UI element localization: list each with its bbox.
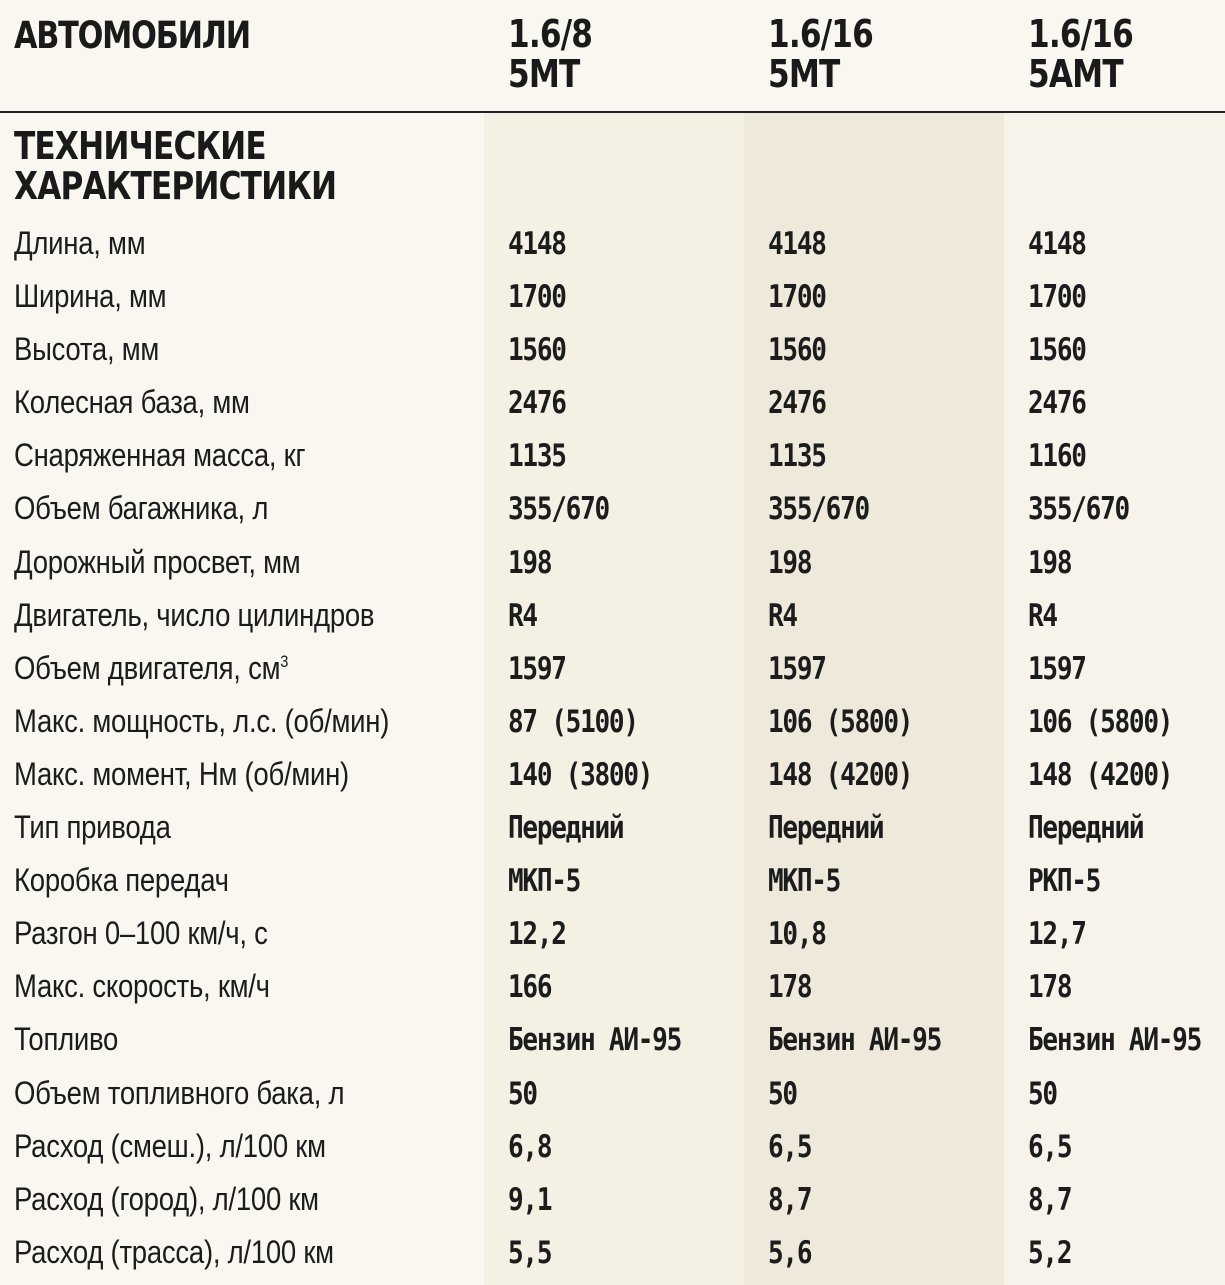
row-value-col-3: 8,7 (1028, 1181, 1072, 1218)
row-value-col-1: 198 (508, 544, 552, 581)
table-row (0, 1069, 1225, 1122)
row-label-text: Коробка передач (14, 862, 229, 899)
header-column-1 (508, 14, 592, 94)
row-value-col-1: 2476 (508, 385, 566, 422)
row-label (14, 915, 268, 952)
table-row (0, 1122, 1225, 1175)
row-label (14, 809, 171, 846)
header-column-3-line2: 5AMT (1028, 52, 1123, 96)
table-row (0, 325, 1225, 378)
row-label-text: Длина, мм (14, 225, 146, 261)
row-value-col-1: 4148 (508, 226, 566, 262)
row-label-text: Объем багажника, л (14, 490, 269, 527)
row-value-col-3: 178 (1028, 969, 1072, 1006)
row-label-text: Расход (город), л/100 км (14, 1180, 319, 1217)
row-value-col-1: 9,1 (508, 1181, 552, 1218)
table-row (0, 431, 1225, 484)
table-row (0, 644, 1225, 697)
row-value-col-1: 140 (3800) (508, 756, 653, 793)
table-row (0, 1015, 1225, 1068)
row-label (14, 278, 166, 315)
row-value-col-2: 1560 (768, 332, 826, 369)
row-label-text: Расход (смеш.), л/100 км (14, 1127, 326, 1164)
row-value-col-1: 5,5 (508, 1234, 552, 1271)
row-label-text: Ширина, мм (14, 278, 167, 315)
row-value-col-1: 1597 (508, 650, 566, 687)
row-label-text: Макс. момент, Нм (об/мин) (14, 755, 349, 792)
table-row (0, 856, 1225, 909)
header-column-1-line1: 1.6/8 (508, 12, 593, 56)
header-column-1-line2: 5MT (508, 52, 580, 96)
row-label (14, 756, 349, 793)
row-value-col-1: МКП-5 (508, 863, 581, 900)
row-value-col-3: РКП-5 (1028, 863, 1101, 900)
row-value-col-3: 148 (4200) (1028, 756, 1173, 793)
row-label-text: Снаряженная масса, кг (14, 437, 306, 474)
row-value-col-2: R4 (768, 597, 797, 634)
table-row (0, 909, 1225, 962)
row-value-col-3: 50 (1028, 1075, 1057, 1112)
row-value-col-3: 1160 (1028, 438, 1086, 475)
table-row (0, 272, 1225, 325)
row-value-col-2: 1597 (768, 650, 826, 687)
row-label (14, 1181, 319, 1218)
row-value-col-2: 1700 (768, 279, 826, 316)
row-label (14, 225, 145, 262)
table-row (0, 219, 1225, 272)
row-value-col-1: 12,2 (508, 916, 566, 953)
row-label (14, 544, 300, 581)
row-value-col-3: 4148 (1028, 226, 1086, 262)
row-value-col-2: 2476 (768, 385, 826, 422)
row-value-col-2: 106 (5800) (768, 703, 913, 740)
row-value-col-1: Передний (508, 810, 624, 847)
row-value-col-2: Передний (768, 810, 884, 847)
table-row (0, 538, 1225, 591)
row-label (14, 1128, 326, 1165)
row-label (14, 597, 374, 634)
header-column-2-line2: 5MT (768, 52, 840, 96)
row-value-col-3: 5,2 (1028, 1234, 1072, 1271)
row-label (14, 437, 305, 474)
row-value-col-3: 1700 (1028, 279, 1086, 316)
row-value-col-2: 355/670 (768, 491, 869, 528)
row-value-col-2: 198 (768, 544, 812, 581)
row-label-text: Колесная база, мм (14, 384, 250, 421)
row-value-col-1: 1700 (508, 279, 566, 316)
row-label-text: Тип привода (14, 809, 171, 846)
row-value-col-2: 10,8 (768, 916, 826, 953)
row-label (14, 1021, 118, 1058)
row-label-text: Объем топливного бака, л (14, 1074, 345, 1111)
row-label-text: Разгон 0–100 км/ч, с (14, 915, 268, 952)
row-value-col-3: 1597 (1028, 650, 1086, 687)
row-value-col-3: R4 (1028, 597, 1057, 634)
row-value-col-1: 6,8 (508, 1128, 552, 1165)
row-value-col-2: 178 (768, 969, 812, 1006)
table-row (0, 1175, 1225, 1228)
row-value-col-3: 1560 (1028, 332, 1086, 369)
header-label: АВТОМОБИЛИ (14, 14, 250, 57)
row-value-col-3: 106 (5800) (1028, 703, 1173, 740)
row-label-text: Дорожный просвет, мм (14, 543, 301, 580)
row-value-col-2: 148 (4200) (768, 756, 913, 793)
header-column-3 (1028, 14, 1133, 94)
section-title (14, 126, 336, 206)
row-value-col-2: 8,7 (768, 1181, 812, 1218)
row-value-col-2: МКП-5 (768, 863, 841, 900)
row-value-col-1: 166 (508, 969, 552, 1006)
row-label-text: Высота, мм (14, 331, 160, 368)
table-row (0, 750, 1225, 803)
section-title-line1: ТЕХНИЧЕСКИЕ (14, 124, 266, 168)
row-label-text: Объем двигателя, см (14, 649, 281, 686)
table-row (0, 803, 1225, 856)
row-value-col-1: 1560 (508, 332, 566, 369)
section-title-line2: ХАРАКТЕРИСТИКИ (14, 164, 337, 208)
row-value-col-1: 50 (508, 1075, 537, 1112)
row-value-col-2: 5,6 (768, 1234, 812, 1271)
row-value-col-1: 1135 (508, 438, 566, 475)
row-label (14, 384, 250, 421)
header-column-3-line1: 1.6/16 (1028, 12, 1134, 56)
row-label-text: Двигатель, число цилиндров (14, 596, 375, 633)
row-value-col-1: 355/670 (508, 491, 609, 528)
row-value-col-2: Бензин АИ-95 (768, 1022, 942, 1059)
row-label (14, 1075, 344, 1112)
table-row (0, 697, 1225, 750)
spec-rows (0, 219, 1225, 1281)
row-label-text: Макс. мощность, л.с. (об/мин) (14, 702, 390, 739)
table-row (0, 962, 1225, 1015)
row-value-col-1: Бензин АИ-95 (508, 1022, 682, 1059)
row-value-col-2: 6,5 (768, 1128, 812, 1165)
header-column-2 (768, 14, 873, 94)
table-row (0, 1228, 1225, 1281)
row-value-col-3: Бензин АИ-95 (1028, 1022, 1202, 1059)
row-label-superscript: 3 (280, 651, 289, 671)
table-row (0, 378, 1225, 431)
row-value-col-3: 12,7 (1028, 916, 1086, 953)
row-label-text: Расход (трасса), л/100 км (14, 1233, 334, 1270)
header-column-2-line1: 1.6/16 (768, 12, 874, 56)
row-value-col-2: 50 (768, 1075, 797, 1112)
row-label (14, 490, 268, 527)
table-row (0, 484, 1225, 537)
table-header (0, 0, 1225, 113)
row-value-col-3: 6,5 (1028, 1128, 1072, 1165)
row-label-text: Макс. скорость, км/ч (14, 968, 270, 1005)
row-value-col-3: Передний (1028, 810, 1144, 847)
row-label (14, 862, 229, 899)
row-value-col-1: R4 (508, 597, 537, 634)
row-value-col-3: 355/670 (1028, 491, 1129, 528)
row-label (14, 331, 159, 368)
row-label (14, 968, 270, 1005)
row-label (14, 1234, 334, 1271)
row-value-col-3: 2476 (1028, 385, 1086, 422)
row-value-col-2: 4148 (768, 226, 826, 262)
row-value-col-1: 87 (5100) (508, 703, 638, 740)
row-value-col-3: 198 (1028, 544, 1072, 581)
row-value-col-2: 1135 (768, 438, 826, 475)
row-label (14, 703, 389, 740)
table-row (0, 591, 1225, 644)
row-label-text: Топливо (14, 1021, 119, 1058)
row-label (14, 650, 288, 687)
